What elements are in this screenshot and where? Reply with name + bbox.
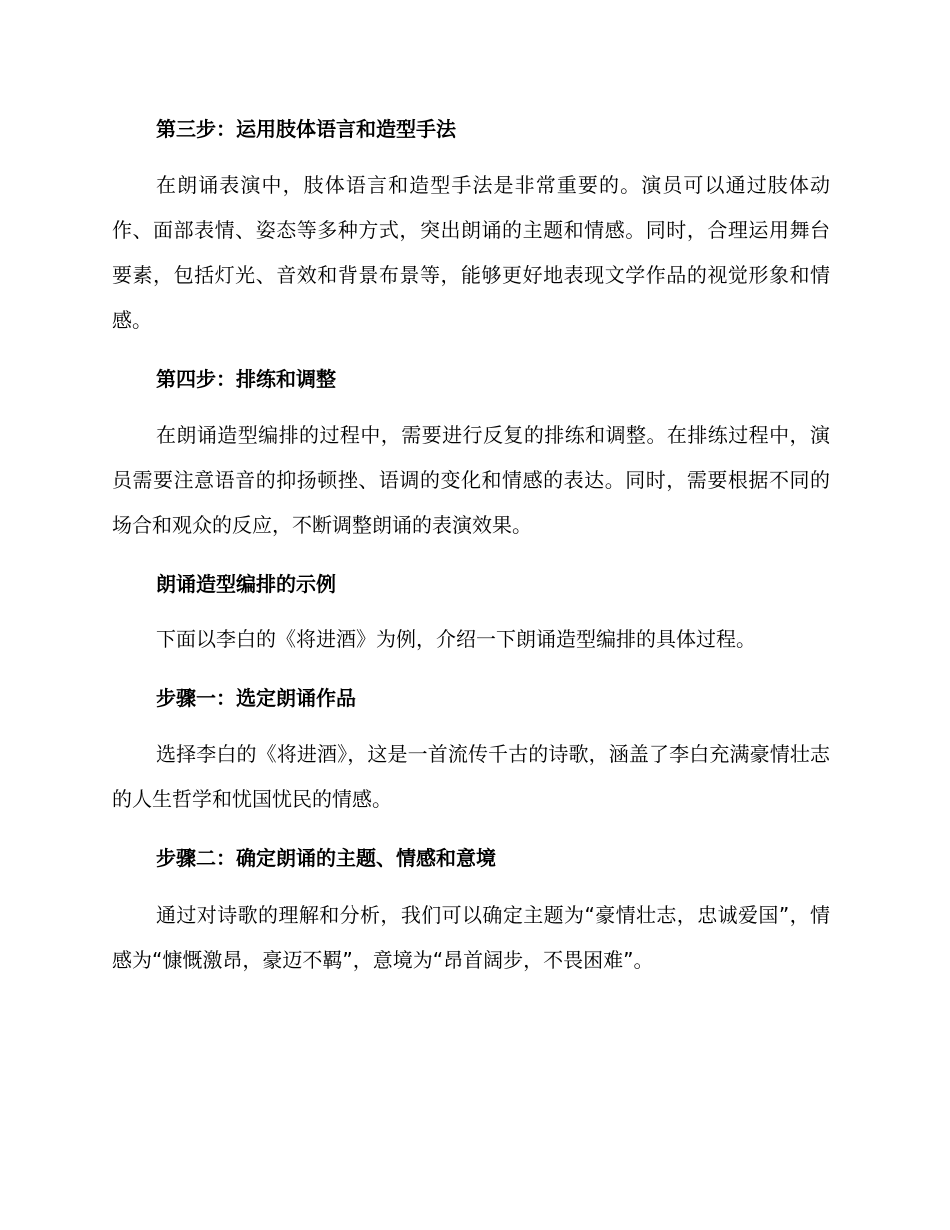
section-paragraph-step-two: 通过对诗歌的理解和分析，我们可以确定主题为“豪情壮志，忠诚爱国”，情感为“慷慨激昂，豪迈不羁”，意境为“昂首阔步，不畏困难”。 [112,903,830,972]
section-heading-step-two: 步骤二：确定朗诵的主题、情感和意境 [156,846,496,870]
section-paragraph-example: 下面以李白的《将进酒》为例，介绍一下朗诵造型编排的具体过程。 [156,627,756,651]
section-paragraph-step-one: 选择李白的《将进酒》，这是一首流传千古的诗歌，涵盖了李白充满豪情壮志的人生哲学和忧国忧民的情感。 [112,742,830,811]
section-paragraph-step-3: 在朗诵表演中，肢体语言和造型手法是非常重要的。演员可以通过肢体动作、面部表情、姿态等多种方式，突出朗诵的主题和情感。同时，合理运用舞台要素，包括灯光、音效和背景布景等，能够更好地表现文学作品的视觉形象和情感。 [112,173,830,332]
section-heading-step-3: 第三步：运用肢体语言和造型手法 [156,117,456,141]
section-heading-example: 朗诵造型编排的示例 [156,572,336,596]
section-heading-step-one: 步骤一：选定朗诵作品 [156,686,356,710]
section-heading-step-4: 第四步：排练和调整 [156,367,336,391]
section-paragraph-step-4: 在朗诵造型编排的过程中，需要进行反复的排练和调整。在排练过程中，演员需要注意语音的抑扬顿挫、语调的变化和情感的表达。同时，需要根据不同的场合和观众的反应，不断调整朗诵的表演效果。 [112,423,830,537]
